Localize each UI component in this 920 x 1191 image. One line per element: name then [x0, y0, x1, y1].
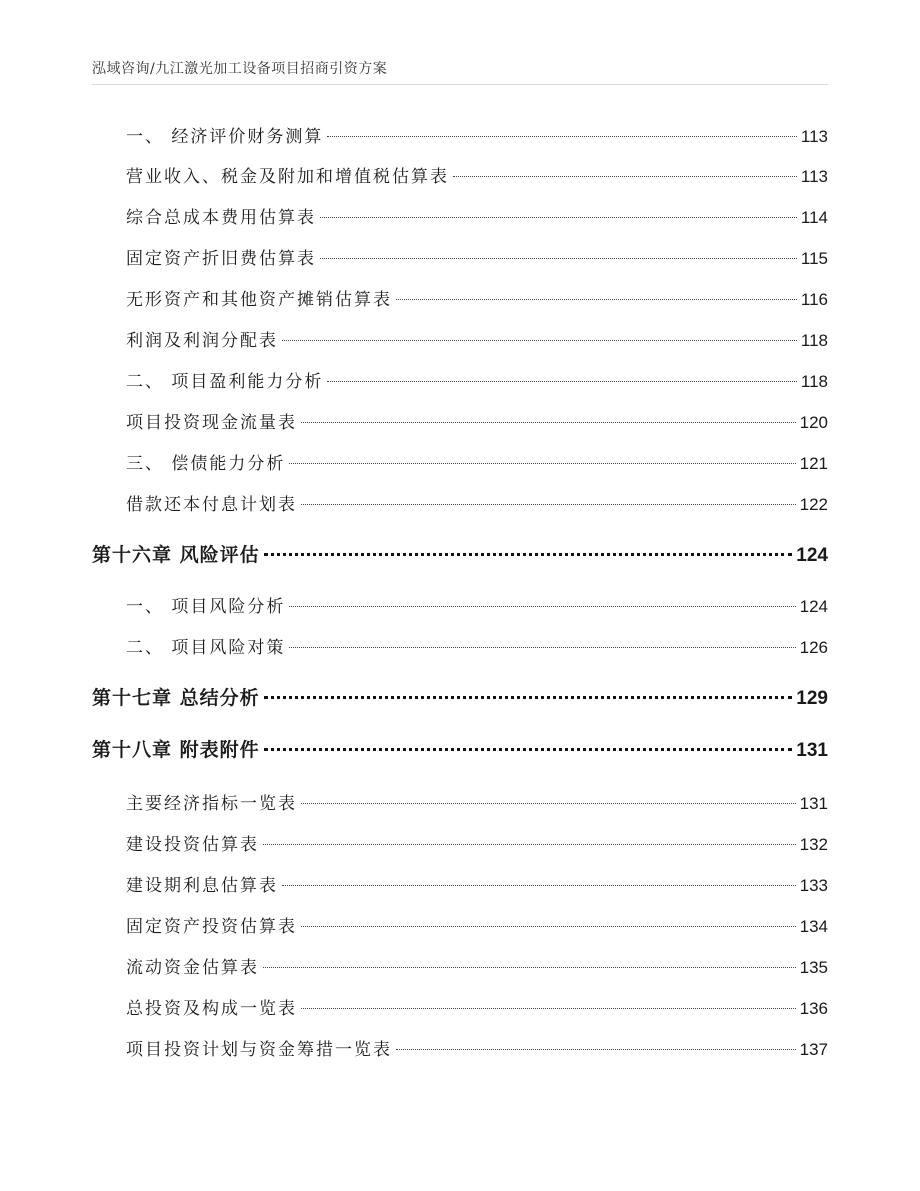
toc-entry-page-number: 124	[799, 597, 828, 616]
toc-dot-leader	[396, 1049, 796, 1050]
toc-dot-leader	[396, 299, 797, 300]
toc-entry[interactable]	[92, 449, 828, 477]
toc-entry-page-number: 113	[800, 167, 828, 186]
toc-dot-leader	[327, 136, 796, 137]
toc-entry[interactable]	[92, 953, 828, 981]
toc-dot-leader	[301, 1008, 796, 1009]
toc-dot-leader	[282, 340, 797, 341]
toc-chapter-entry[interactable]	[92, 540, 828, 568]
toc-dot-leader	[301, 926, 796, 927]
toc-dot-leader	[289, 606, 795, 607]
toc-entry-page-number: 121	[799, 454, 828, 473]
toc-dot-leader	[453, 176, 797, 177]
toc-entry-title: 项目投资现金流量表	[126, 413, 297, 433]
toc-chapter-entry[interactable]	[92, 735, 828, 763]
toc-entry-page-number: 124	[796, 545, 828, 566]
toc-entry[interactable]	[92, 122, 828, 150]
toc-entry-page-number: 113	[800, 127, 828, 146]
toc-entry[interactable]	[92, 912, 828, 940]
toc-entry-page-number: 133	[799, 876, 828, 895]
toc-entry-title: 主要经济指标一览表	[126, 794, 297, 814]
toc-entry-page-number: 118	[800, 372, 828, 391]
toc-entry[interactable]	[92, 203, 828, 231]
toc-entry[interactable]	[92, 244, 828, 272]
toc-entry-title: 第十八章 附表附件	[92, 739, 260, 761]
toc-entry[interactable]	[92, 285, 828, 313]
toc-entry-title: 建设投资估算表	[126, 835, 259, 855]
toc-dot-leader	[327, 381, 796, 382]
toc-entry[interactable]	[92, 367, 828, 395]
toc-entry[interactable]	[92, 162, 828, 190]
toc-entry-title: 一、 经济评价财务测算	[126, 127, 324, 147]
toc-entry-title: 无形资产和其他资产摊销估算表	[126, 290, 392, 310]
toc-entry-title: 流动资金估算表	[126, 958, 259, 978]
toc-chapter-entry[interactable]	[92, 683, 828, 711]
toc-entry-page-number: 131	[796, 740, 828, 761]
toc-entry[interactable]	[92, 994, 828, 1022]
toc-entry-title: 综合总成本费用估算表	[126, 208, 316, 228]
toc-entry-page-number: 129	[796, 688, 828, 709]
toc-entry-title: 固定资产折旧费估算表	[126, 249, 316, 269]
toc-dot-leader	[320, 258, 797, 259]
toc-entry-page-number: 122	[799, 495, 828, 514]
header-rule	[92, 84, 828, 85]
toc-entry-page-number: 120	[799, 413, 828, 432]
toc-entry[interactable]	[92, 1035, 828, 1063]
toc-dot-leader	[264, 748, 793, 751]
toc-entry-page-number: 132	[799, 835, 828, 854]
toc-entry[interactable]	[92, 408, 828, 436]
toc-entry-title: 一、 项目风险分析	[126, 597, 286, 617]
toc-entry-title: 二、 项目盈利能力分析	[126, 372, 324, 392]
toc-entry-title: 二、 项目风险对策	[126, 638, 286, 658]
toc-entry[interactable]	[92, 592, 828, 620]
toc-entry-page-number: 135	[799, 958, 828, 977]
toc-dot-leader	[264, 696, 793, 699]
toc-entry[interactable]	[92, 871, 828, 899]
toc-entry-page-number: 137	[799, 1040, 828, 1059]
toc-entry[interactable]	[92, 633, 828, 661]
toc-entry-title: 借款还本付息计划表	[126, 495, 297, 515]
toc-dot-leader	[289, 647, 795, 648]
toc-entry[interactable]	[92, 789, 828, 817]
toc-dot-leader	[301, 504, 796, 505]
toc-dot-leader	[301, 803, 796, 804]
toc-entry-page-number: 116	[800, 290, 828, 309]
toc-entry-title: 三、 偿债能力分析	[126, 454, 286, 474]
toc-entry[interactable]	[92, 490, 828, 518]
toc-dot-leader	[289, 463, 795, 464]
toc-entry-page-number: 115	[800, 249, 828, 268]
toc-dot-leader	[320, 217, 797, 218]
toc-entry-title: 利润及利润分配表	[126, 331, 278, 351]
toc-entry-title: 第十七章 总结分析	[92, 687, 260, 709]
toc-entry-page-number: 126	[799, 638, 828, 657]
toc-dot-leader	[263, 967, 796, 968]
toc-entry-title: 固定资产投资估算表	[126, 917, 297, 937]
toc-entry-page-number: 136	[799, 999, 828, 1018]
toc-entry-page-number: 114	[800, 208, 828, 227]
toc-entry-title: 总投资及构成一览表	[126, 999, 297, 1019]
toc-dot-leader	[301, 422, 796, 423]
toc-entry-title: 项目投资计划与资金筹措一览表	[126, 1040, 392, 1060]
toc-dot-leader	[263, 844, 796, 845]
toc-entry[interactable]	[92, 830, 828, 858]
toc-dot-leader	[264, 553, 793, 556]
toc-entry-title: 营业收入、税金及附加和增值税估算表	[126, 167, 449, 187]
toc-entry-title: 第十六章 风险评估	[92, 544, 260, 566]
toc-dot-leader	[282, 885, 796, 886]
toc-entry-page-number: 131	[799, 794, 828, 813]
toc-entry[interactable]	[92, 326, 828, 354]
toc-entry-page-number: 134	[799, 917, 828, 936]
page-header: 泓域咨询/九江激光加工设备项目招商引资方案	[92, 61, 388, 77]
toc-entry-title: 建设期利息估算表	[126, 876, 278, 896]
toc-entry-page-number: 118	[800, 331, 828, 350]
